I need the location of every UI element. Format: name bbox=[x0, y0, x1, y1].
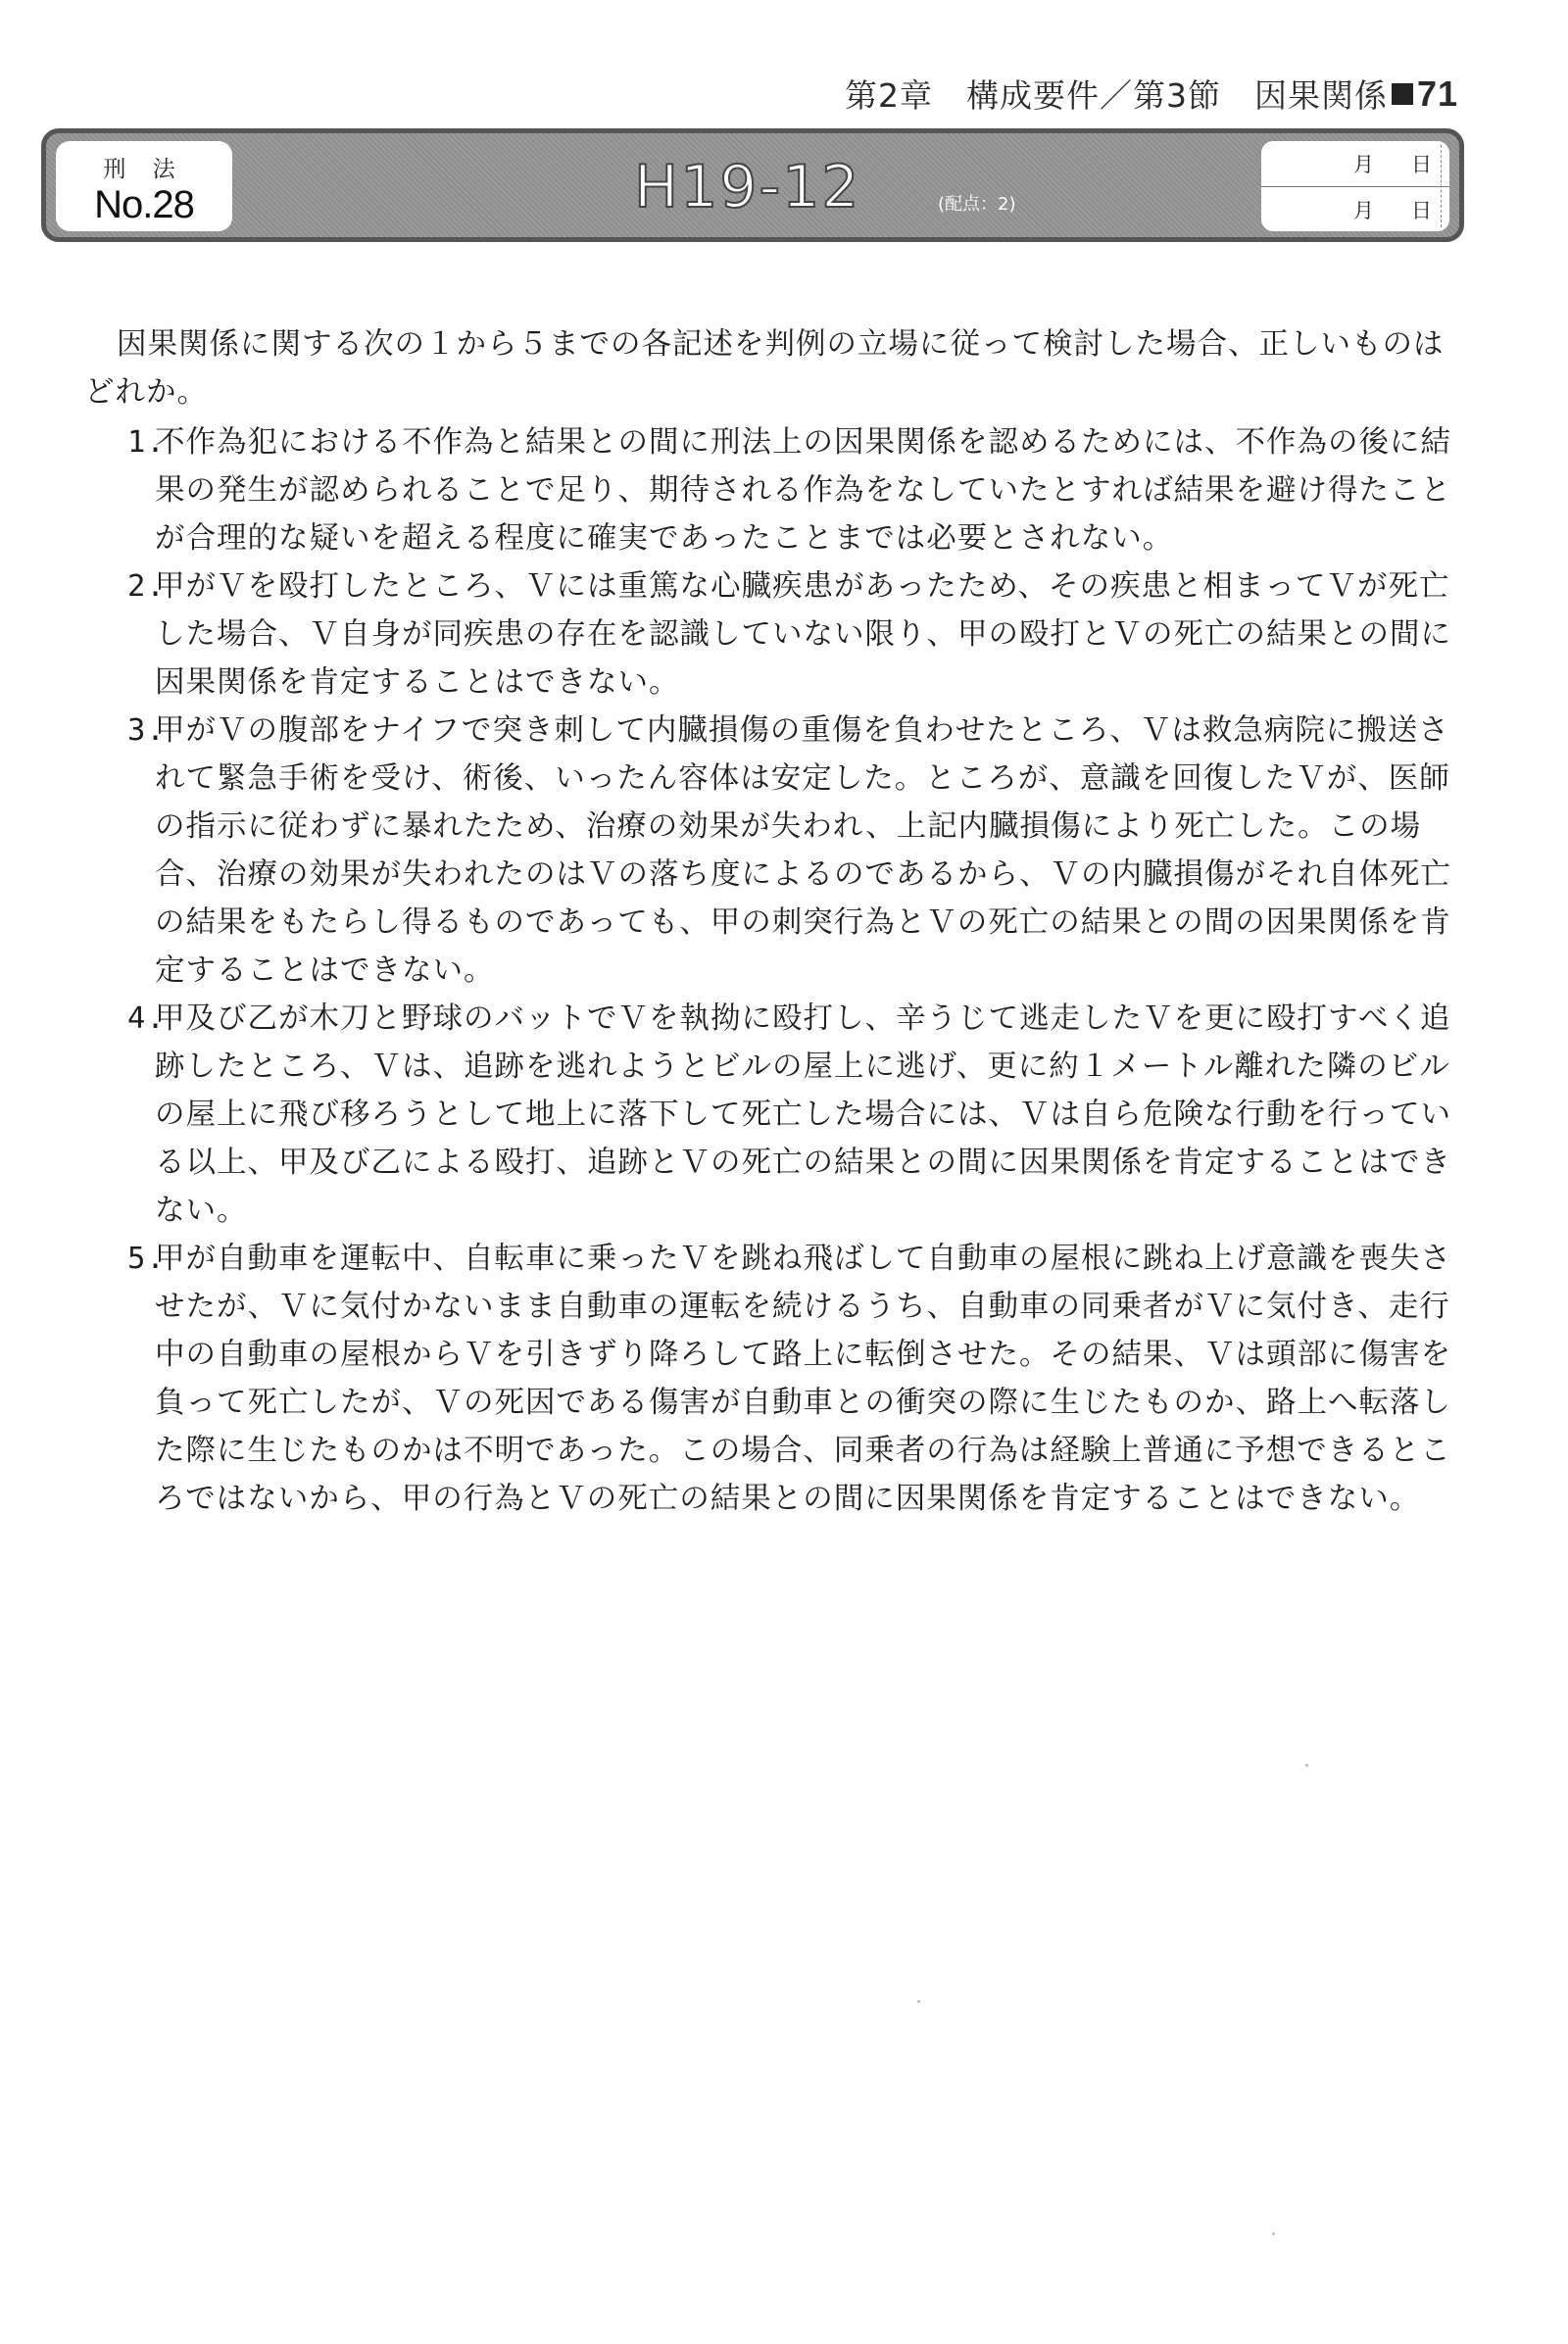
question-body bbox=[84, 320, 1468, 1523]
date-row-1 bbox=[1261, 141, 1449, 186]
choice-item bbox=[84, 418, 1468, 562]
page-number: 71 bbox=[1416, 73, 1458, 114]
scan-speck bbox=[1272, 2232, 1275, 2235]
scan-speck bbox=[917, 2000, 920, 2003]
month-label: 月 bbox=[1353, 153, 1374, 176]
choice-text: 甲及び乙が木刀と野球のバットでＶを執拗に殴打し、辛うじて逃走したＶを更に殴打すべく追跡したところ、Ｖは、追跡を逃れようとビルの屋上に逃げ、更に約１メートル離れた隣のビルの屋上に飛び移ろうとして地上に落下して死亡した場合には、Ｖは自ら危険な行動を行っている以上、甲及び乙による殴打、追跡とＶの死亡の結果との間に因果関係を肯定することはできない。 bbox=[155, 1001, 1451, 1228]
dashed-divider bbox=[1441, 145, 1442, 227]
problem-number: No.28 bbox=[94, 183, 194, 226]
choice-list bbox=[84, 418, 1468, 1523]
question-stem: 因果関係に関する次の１から５までの各記述を判例の立場に従って検討した場合、正しいものはどれか。 bbox=[84, 327, 1445, 410]
choice-number: 4. bbox=[127, 1001, 166, 1036]
date-row-2 bbox=[1261, 186, 1449, 231]
choice-item bbox=[84, 995, 1468, 1235]
day-label: 日 bbox=[1411, 198, 1432, 222]
choice-number: 2. bbox=[127, 569, 166, 604]
square-bullet-icon bbox=[1392, 83, 1413, 105]
subject-box bbox=[56, 141, 232, 231]
choice-item bbox=[84, 707, 1468, 995]
exam-code: H19-12 bbox=[634, 153, 861, 221]
choice-item bbox=[84, 1235, 1468, 1523]
running-head bbox=[845, 71, 1458, 117]
subject-label: 刑 法 bbox=[103, 157, 185, 182]
study-date-box bbox=[1261, 141, 1449, 231]
score-label: (配点：2) bbox=[938, 194, 1016, 215]
choice-item bbox=[84, 562, 1468, 707]
choice-number: 3. bbox=[127, 713, 166, 748]
month-label: 月 bbox=[1353, 198, 1374, 222]
choice-number: 1. bbox=[127, 425, 166, 460]
choice-text: 甲がＶの腹部をナイフで突き刺して内臓損傷の重傷を負わせたところ、Ｖは救急病院に搬送されて緊急手術を受け、術後、いったん容体は安定した。ところが、意識を回復したＶが、医師の指示に従わずに暴れたため、治療の効果が失われ、上記内臓損傷により死亡した。この場合、治療の効果が失われたのはＶの落ち度によるのであるから、Ｖの内臓損傷がそれ自体死亡の結果をもたらし得るものであっても、甲の刺突行為とＶの死亡の結果との間の因果関係を肯定することはできない。 bbox=[155, 713, 1451, 988]
choice-text: 甲がＶを殴打したところ、Ｖには重篤な心臓疾患があったため、その疾患と相まってＶが死亡した場合、Ｖ自身が同疾患の存在を認識していない限り、甲の殴打とＶの死亡の結果との間に因果関係を肯定することはできない。 bbox=[155, 569, 1451, 700]
choice-number: 5. bbox=[127, 1242, 166, 1276]
scan-speck bbox=[1305, 1764, 1308, 1767]
choice-text: 不作為犯における不作為と結果との間に刑法上の因果関係を認めるためには、不作為の後に結果の発生が認められることで足り、期待される作為をなしていたとすれば結果を避け得たことが合理的な疑いを超える程度に確実であったことまでは必要とされない。 bbox=[155, 425, 1451, 556]
problem-banner bbox=[41, 128, 1464, 242]
chapter-section-title: 第2章 構成要件／第3節 因果関係 bbox=[844, 76, 1388, 115]
choice-text: 甲が自動車を運転中、自転車に乗ったＶを跳ね飛ばして自動車の屋根に跳ね上げ意識を喪失させたが、Ｖに気付かないまま自動車の運転を続けるうち、自動車の同乗者がＶに気付き、走行中の自動車の屋根からＶを引きずり降ろして路上に転倒させた。その結果、Ｖは頭部に傷害を負って死亡したが、Ｖの死因である傷害が自動車との衝突の際に生じたものか、路上へ転落した際に生じたものかは不明であった。この場合、同乗者の行為は経験上普通に予想できるところではないから、甲の行為とＶの死亡の結果との間に因果関係を肯定することはできない。 bbox=[155, 1242, 1451, 1516]
day-label: 日 bbox=[1411, 153, 1432, 176]
